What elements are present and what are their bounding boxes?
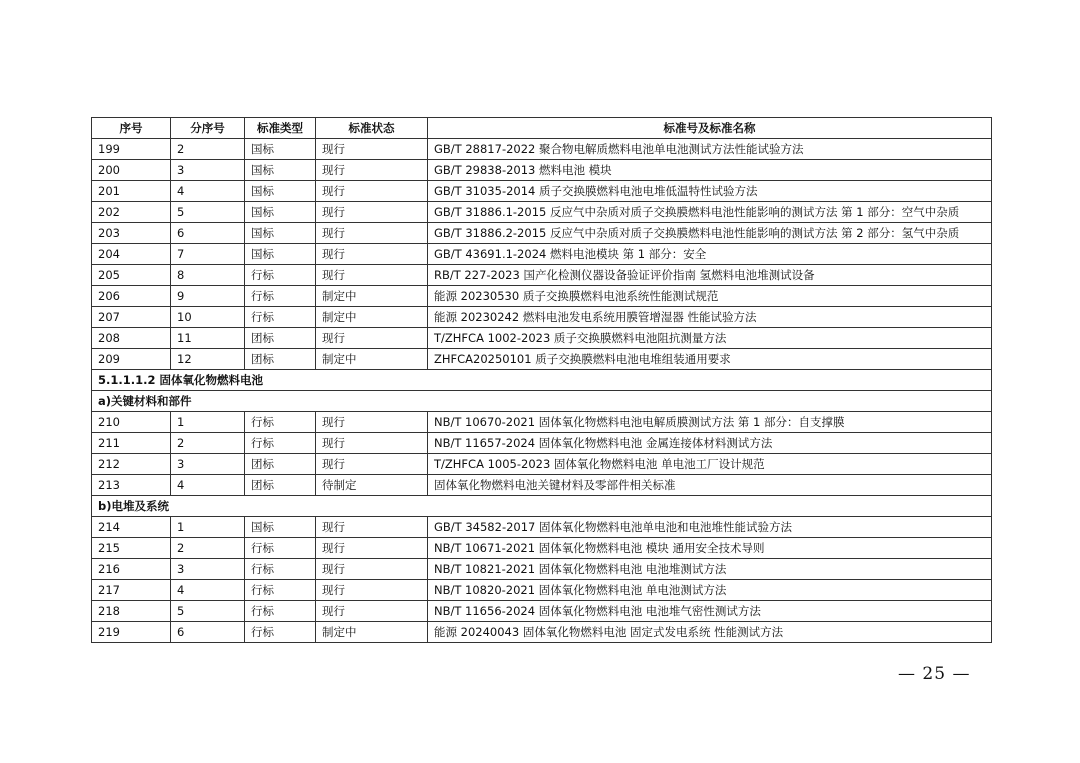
cell-index: 215 [92, 538, 171, 559]
cell-standard-name: NB/T 10821-2021 固体氧化物燃料电池 电池堆测试方法 [428, 559, 992, 580]
cell-sub-index: 3 [171, 559, 245, 580]
cell-index: 213 [92, 475, 171, 496]
section-heading-row [92, 496, 992, 517]
cell-standard-name: T/ZHFCA 1005-2023 固体氧化物燃料电池 单电池工厂设计规范 [428, 454, 992, 475]
header-standard-type: 标准类型 [245, 118, 316, 139]
cell-standard-status: 制定中 [316, 307, 428, 328]
cell-sub-index: 1 [171, 517, 245, 538]
cell-standard-name: GB/T 31886.1-2015 反应气中杂质对质子交换膜燃料电池性能影响的测试方法 第 1 部分：空气中杂质 [428, 202, 992, 223]
cell-standard-type: 团标 [245, 349, 316, 370]
cell-standard-name: GB/T 43691.1-2024 燃料电池模块 第 1 部分：安全 [428, 244, 992, 265]
cell-standard-type: 行标 [245, 601, 316, 622]
cell-standard-status: 现行 [316, 244, 428, 265]
cell-sub-index: 6 [171, 223, 245, 244]
table-row [92, 286, 992, 307]
table-body [92, 139, 992, 643]
cell-standard-type: 国标 [245, 139, 316, 160]
cell-standard-name: 固体氧化物燃料电池关键材料及零部件相关标准 [428, 475, 992, 496]
cell-index: 206 [92, 286, 171, 307]
cell-standard-type: 行标 [245, 580, 316, 601]
cell-standard-type: 行标 [245, 622, 316, 643]
table-row [92, 622, 992, 643]
cell-standard-status: 现行 [316, 580, 428, 601]
cell-sub-index: 8 [171, 265, 245, 286]
cell-standard-name: NB/T 10670-2021 固体氧化物燃料电池电解质膜测试方法 第 1 部分：自支撑膜 [428, 412, 992, 433]
cell-sub-index: 3 [171, 160, 245, 181]
cell-index: 216 [92, 559, 171, 580]
cell-standard-type: 行标 [245, 559, 316, 580]
table-row [92, 160, 992, 181]
cell-sub-index: 5 [171, 202, 245, 223]
table-row [92, 517, 992, 538]
cell-standard-type: 行标 [245, 412, 316, 433]
table-row [92, 433, 992, 454]
cell-standard-name: GB/T 34582-2017 固体氧化物燃料电池单电池和电池堆性能试验方法 [428, 517, 992, 538]
cell-standard-status: 现行 [316, 538, 428, 559]
table-row [92, 559, 992, 580]
cell-standard-status: 现行 [316, 559, 428, 580]
table-row [92, 307, 992, 328]
header-standard-name: 标准号及标准名称 [428, 118, 992, 139]
cell-sub-index: 4 [171, 475, 245, 496]
cell-index: 207 [92, 307, 171, 328]
cell-standard-status: 现行 [316, 181, 428, 202]
cell-sub-index: 12 [171, 349, 245, 370]
table-row [92, 412, 992, 433]
section-heading: 5.1.1.1.2 固体氧化物燃料电池 [92, 370, 992, 391]
cell-standard-name: GB/T 31035-2014 质子交换膜燃料电池电堆低温特性试验方法 [428, 181, 992, 202]
cell-standard-type: 国标 [245, 202, 316, 223]
cell-index: 200 [92, 160, 171, 181]
cell-standard-type: 国标 [245, 223, 316, 244]
cell-standard-status: 现行 [316, 601, 428, 622]
cell-standard-type: 国标 [245, 517, 316, 538]
cell-standard-status: 现行 [316, 202, 428, 223]
cell-index: 219 [92, 622, 171, 643]
table-row [92, 454, 992, 475]
cell-standard-name: 能源 20240043 固体氧化物燃料电池 固定式发电系统 性能测试方法 [428, 622, 992, 643]
cell-standard-type: 团标 [245, 475, 316, 496]
table-row [92, 349, 992, 370]
cell-index: 218 [92, 601, 171, 622]
cell-standard-type: 团标 [245, 328, 316, 349]
cell-sub-index: 10 [171, 307, 245, 328]
table-row [92, 265, 992, 286]
cell-standard-name: GB/T 28817-2022 聚合物电解质燃料电池单电池测试方法性能试验方法 [428, 139, 992, 160]
header-sub-index: 分序号 [171, 118, 245, 139]
cell-standard-type: 团标 [245, 454, 316, 475]
section-heading-row [92, 391, 992, 412]
cell-index: 211 [92, 433, 171, 454]
cell-standard-type: 国标 [245, 160, 316, 181]
cell-standard-status: 现行 [316, 265, 428, 286]
cell-sub-index: 2 [171, 433, 245, 454]
table-row [92, 181, 992, 202]
cell-standard-name: 能源 20230530 质子交换膜燃料电池系统性能测试规范 [428, 286, 992, 307]
cell-standard-status: 现行 [316, 412, 428, 433]
cell-standard-name: RB/T 227-2023 国产化检测仪器设备验证评价指南 氢燃料电池堆测试设备 [428, 265, 992, 286]
cell-standard-name: T/ZHFCA 1002-2023 质子交换膜燃料电池阻抗测量方法 [428, 328, 992, 349]
section-heading-row [92, 370, 992, 391]
cell-sub-index: 2 [171, 538, 245, 559]
cell-index: 212 [92, 454, 171, 475]
cell-standard-status: 现行 [316, 223, 428, 244]
cell-sub-index: 7 [171, 244, 245, 265]
cell-index: 209 [92, 349, 171, 370]
cell-index: 202 [92, 202, 171, 223]
cell-standard-name: NB/T 10820-2021 固体氧化物燃料电池 单电池测试方法 [428, 580, 992, 601]
table-row [92, 223, 992, 244]
cell-standard-status: 制定中 [316, 286, 428, 307]
cell-standard-type: 国标 [245, 244, 316, 265]
cell-index: 203 [92, 223, 171, 244]
table-header-row [92, 118, 992, 139]
cell-standard-status: 待制定 [316, 475, 428, 496]
standards-table [91, 117, 992, 643]
cell-sub-index: 9 [171, 286, 245, 307]
cell-index: 208 [92, 328, 171, 349]
cell-sub-index: 6 [171, 622, 245, 643]
cell-sub-index: 11 [171, 328, 245, 349]
cell-standard-name: NB/T 10671-2021 固体氧化物燃料电池 模块 通用安全技术导则 [428, 538, 992, 559]
cell-sub-index: 4 [171, 580, 245, 601]
table-row [92, 202, 992, 223]
cell-standard-status: 制定中 [316, 622, 428, 643]
section-heading: a)关键材料和部件 [92, 391, 992, 412]
cell-standard-name: NB/T 11657-2024 固体氧化物燃料电池 金属连接体材料测试方法 [428, 433, 992, 454]
cell-standard-type: 行标 [245, 265, 316, 286]
cell-standard-type: 国标 [245, 181, 316, 202]
table-row [92, 328, 992, 349]
cell-index: 217 [92, 580, 171, 601]
cell-sub-index: 5 [171, 601, 245, 622]
cell-standard-type: 行标 [245, 286, 316, 307]
cell-sub-index: 3 [171, 454, 245, 475]
cell-standard-status: 现行 [316, 517, 428, 538]
cell-standard-status: 现行 [316, 160, 428, 181]
table-row [92, 475, 992, 496]
header-index: 序号 [92, 118, 171, 139]
cell-sub-index: 1 [171, 412, 245, 433]
table-row [92, 139, 992, 160]
cell-index: 210 [92, 412, 171, 433]
cell-standard-status: 现行 [316, 454, 428, 475]
cell-standard-status: 现行 [316, 433, 428, 454]
cell-sub-index: 2 [171, 139, 245, 160]
cell-standard-type: 行标 [245, 307, 316, 328]
cell-standard-status: 制定中 [316, 349, 428, 370]
cell-standard-name: ZHFCA20250101 质子交换膜燃料电池电堆组装通用要求 [428, 349, 992, 370]
cell-standard-status: 现行 [316, 328, 428, 349]
page-number: — 25 — [898, 664, 971, 684]
cell-index: 199 [92, 139, 171, 160]
cell-standard-status: 现行 [316, 139, 428, 160]
table-row [92, 244, 992, 265]
cell-standard-name: NB/T 11656-2024 固体氧化物燃料电池 电池堆气密性测试方法 [428, 601, 992, 622]
table-row [92, 601, 992, 622]
cell-index: 205 [92, 265, 171, 286]
cell-standard-type: 行标 [245, 538, 316, 559]
cell-index: 214 [92, 517, 171, 538]
cell-index: 204 [92, 244, 171, 265]
table-row [92, 580, 992, 601]
table-row [92, 538, 992, 559]
cell-sub-index: 4 [171, 181, 245, 202]
cell-standard-type: 行标 [245, 433, 316, 454]
section-heading: b)电堆及系统 [92, 496, 992, 517]
header-standard-status: 标准状态 [316, 118, 428, 139]
cell-standard-name: GB/T 31886.2-2015 反应气中杂质对质子交换膜燃料电池性能影响的测试方法 第 2 部分：氢气中杂质 [428, 223, 992, 244]
cell-standard-name: 能源 20230242 燃料电池发电系统用膜管增湿器 性能试验方法 [428, 307, 992, 328]
cell-standard-name: GB/T 29838-2013 燃料电池 模块 [428, 160, 992, 181]
cell-index: 201 [92, 181, 171, 202]
